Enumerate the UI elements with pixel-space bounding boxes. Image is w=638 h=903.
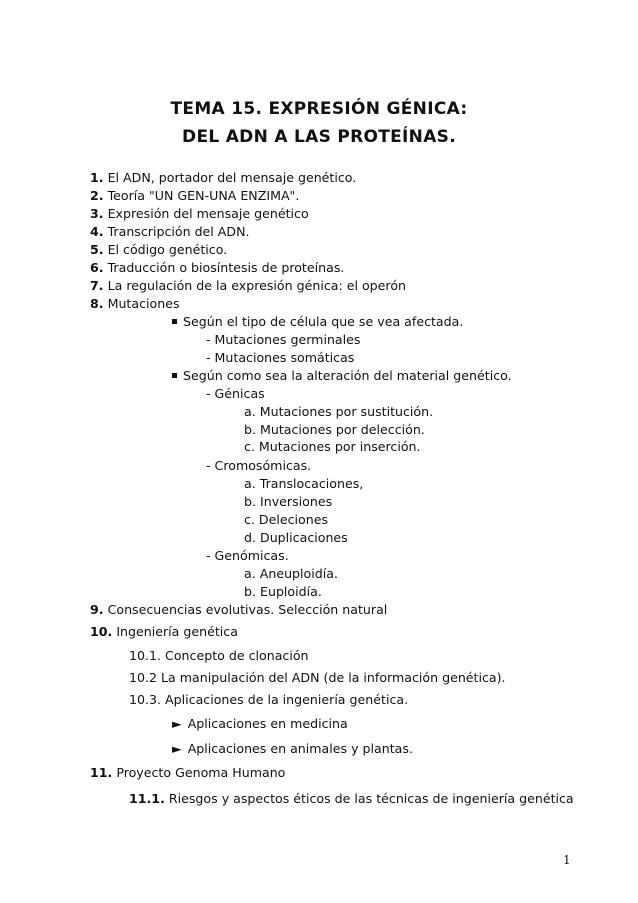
genicas-item: b. Mutaciones por delección. [244,422,425,437]
subitem-number: 11.1. [129,791,165,806]
toc-item-number: 1. [90,170,104,185]
toc-item-1 [90,170,356,186]
toc-item-number: 5. [90,242,104,257]
mutaciones-germinales: - Mutaciones germinales [206,332,361,347]
toc-item-11 [90,765,285,781]
toc-item-number: 4. [90,224,104,239]
toc-item-text: Teoría "UN GEN-UNA ENZIMA". [107,188,300,203]
right-arrow-icon: ► [172,741,182,756]
toc-item-4 [90,224,250,240]
mutaciones-somaticas: - Mutaciones somáticas [206,350,355,365]
application-animales-plantas [172,741,413,757]
toc-item-text: El código genético. [107,242,228,257]
subitem-text: Riesgos y aspectos éticos de las técnicas de ingeniería genética [168,791,574,806]
toc-item-text: Mutaciones [107,296,180,311]
toc-item-number: 6. [90,260,104,275]
subitem-10-3: 10.3. Aplicaciones de la ingeniería genética. [129,692,409,707]
cromosomicas-item: b. Inversiones [244,494,333,509]
mutaciones-genomicas: - Genómicas. [206,548,289,563]
title-line-1: TEMA 15. EXPRESIÓN GÉNICA: [170,99,468,119]
toc-item-5 [90,242,227,258]
genicas-item: c. Mutaciones por inserción. [244,439,421,454]
toc-item-10 [90,624,238,640]
toc-item-text: La regulación de la expresión génica: el operón [107,278,407,293]
toc-item-9 [90,602,387,618]
bullet-text: Según el tipo de célula que se vea afectada. [183,314,464,329]
mutaciones-bullet-2 [172,368,512,384]
genomicas-item: a. Aneuploidía. [244,566,338,581]
mutaciones-bullet-1 [172,314,463,330]
toc-item-text: Traducción o biosíntesis de proteínas. [107,260,345,275]
toc-item-7 [90,278,406,294]
toc-item-number: 7. [90,278,104,293]
toc-item-text: El ADN, portador del mensaje genético. [107,170,357,185]
mutaciones-genicas: - Génicas [206,386,265,401]
toc-item-number: 2. [90,188,104,203]
toc-item-2 [90,188,299,204]
page-number: 1 [563,853,571,867]
cromosomicas-item: d. Duplicaciones [244,530,348,545]
application-text: Aplicaciones en animales y plantas. [187,741,413,756]
toc-item-6 [90,260,344,276]
title-line-2: DEL ADN A LAS PROTEÍNAS. [182,127,456,147]
application-medicina [172,716,348,732]
toc-item-text: Transcripción del ADN. [107,224,250,239]
cromosomicas-item: a. Translocaciones, [244,476,364,491]
toc-item-text: Proyecto Genoma Humano [116,765,286,780]
toc-item-text: Consecuencias evolutivas. Selección natural [107,602,388,617]
toc-item-number: 3. [90,206,104,221]
bullet-text: Según como sea la alteración del material genético. [183,368,512,383]
subitem-10-1: 10.1. Concepto de clonación [129,648,309,663]
cromosomicas-item: c. Deleciones [244,512,329,527]
toc-item-3 [90,206,309,222]
genomicas-item: b. Euploidía. [244,584,322,599]
mutaciones-cromosomicas: - Cromosómicas. [206,458,312,473]
toc-item-text: Ingeniería genética [116,624,238,639]
subitem-10-2: 10.2 La manipulación del ADN (de la información genética). [129,670,506,685]
toc-item-number: 10. [90,624,113,639]
subitem-11-1 [129,791,574,807]
toc-item-number: 9. [90,602,104,617]
toc-item-text: Expresión del mensaje genético [107,206,309,221]
right-arrow-icon: ► [172,716,182,731]
toc-item-number: 11. [90,765,113,780]
application-text: Aplicaciones en medicina [187,716,348,731]
genicas-item: a. Mutaciones por sustitución. [244,404,434,419]
toc-item-8 [90,296,180,312]
square-bullet-icon [172,373,177,378]
square-bullet-icon [172,319,177,324]
toc-item-number: 8. [90,296,104,311]
